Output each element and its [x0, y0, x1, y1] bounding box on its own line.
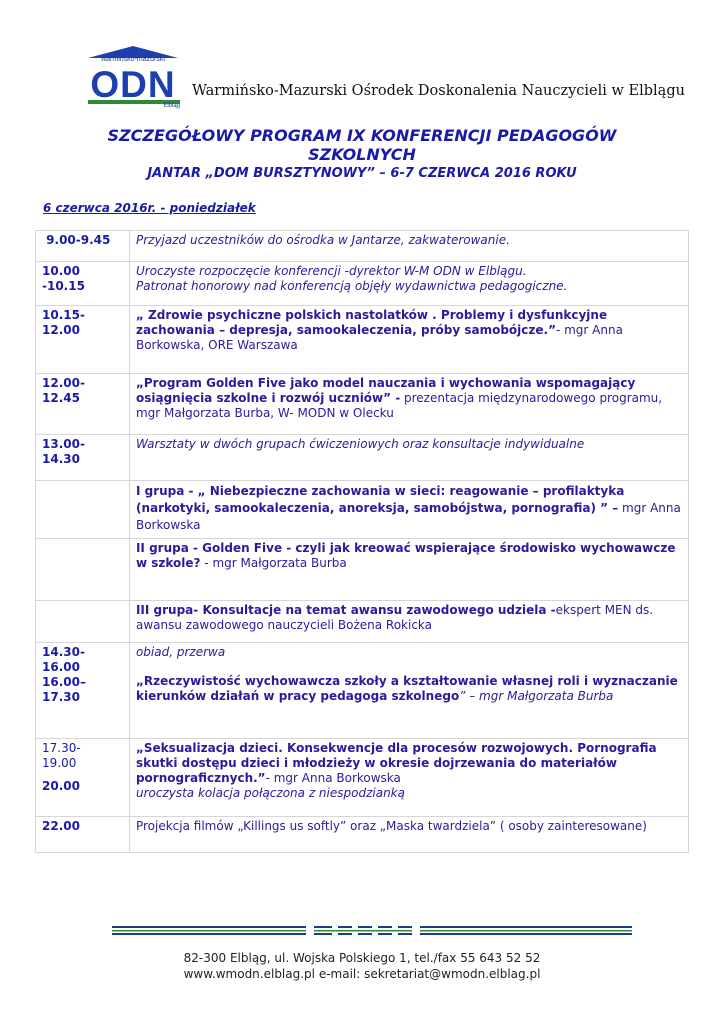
- session-speaker: - mgr Anna Borkowska, ORE Warszawa: [135, 323, 623, 352]
- time-end: 14.30: [42, 452, 80, 466]
- footer-address: 82-300 Elbląg, ul. Wojska Polskiego 1, tel./fax 55 643 52 52: [183, 951, 541, 965]
- session-speaker: ” – mgr Małgorzata Burba: [459, 689, 614, 703]
- dinner-time: 20.00: [42, 779, 80, 793]
- table-row: [36, 817, 689, 853]
- session-title: „ Zdrowie psychiczne polskich nastolatków . Problemy i dysfunkcyjne zachowania – depresja, samookaleczenia, próby samobójcze.”: [135, 308, 608, 337]
- time-start: 16.00–: [42, 675, 86, 689]
- table-row: [36, 374, 689, 435]
- group-speaker: mgr Anna Borkowska: [135, 501, 681, 532]
- footer-lines-icon: [112, 925, 632, 937]
- session-speaker: prezentacja międzynarodowego programu, mgr Małgorzata Burba, W- MODN w Olecku: [135, 391, 663, 420]
- table-row: [36, 739, 689, 817]
- row-time: [36, 539, 130, 601]
- table-row: [36, 262, 689, 306]
- table-row: [36, 601, 689, 643]
- session-speaker: - mgr Anna Borkowska: [265, 771, 401, 785]
- logo-city-text: Elbląg: [163, 103, 180, 109]
- row-time: 22.00: [36, 817, 130, 853]
- row-time: [36, 262, 130, 306]
- row-description: [129, 539, 688, 601]
- table-row: [36, 231, 689, 262]
- time-end: -10.15: [42, 279, 85, 293]
- row-description: [129, 643, 688, 739]
- row-time: [36, 481, 130, 539]
- row-description: [129, 374, 688, 435]
- organization-name: Warmińsko-Mazurski Ośrodek Doskonalenia Nauczycieli w Elblągu: [192, 83, 685, 99]
- row-description: [129, 262, 688, 306]
- row-time: [36, 601, 130, 643]
- group-speaker: ekspert MEN ds. awansu zawodowego nauczycieli Bożena Rokicka: [135, 603, 654, 632]
- day-heading: 6 czerwca 2016r. - poniedziałek: [43, 201, 256, 215]
- session-title: „Rzeczywistość wychowawcza szkoły a kształtowanie własnej roli i wyznaczanie kierunków działań w pracy pedagoga szkolnego: [135, 674, 678, 703]
- group-title: I grupa - „ Niebezpieczne zachowania w sieci: reagowanie – profilaktyka (narkotyki, samookaleczenia, anoreksja, samobójstwa, pornografia) ” –: [135, 484, 625, 515]
- table-row: [36, 481, 689, 539]
- table-row: [36, 435, 689, 481]
- dinner-label: uroczysta kolacja połączona z niespodzianką: [135, 786, 405, 800]
- time-start: 17.30-: [42, 741, 81, 755]
- row-description: [129, 601, 688, 643]
- session-title: „Seksualizacja dzieci. Konsekwencje dla procesów rozwojowych. Pornografia skutki dostępu dzieci i młodzieży w okresie dojrzewania do materiałów pornograficznych.”: [135, 741, 657, 785]
- table-row: [36, 306, 689, 374]
- session-title: „Program Golden Five jako model nauczania i wychowania wspomagający osiągnięcia szkolne i rozwój uczniów” -: [135, 376, 636, 405]
- footer-contact: www.wmodn.elblag.pl e-mail: sekretariat@wmodn.elblag.pl: [183, 967, 541, 981]
- desc-line: Patronat honorowy nad konferencją objęły wydawnictwa pedagogiczne.: [135, 279, 568, 293]
- time-end: 17.30: [42, 690, 80, 704]
- logo-odn-text: ODN: [90, 64, 176, 105]
- group-title: II grupa - Golden Five - czyli jak kreować wspierające środowisko wychowawcze: [135, 541, 676, 555]
- row-time: 9.00-9.45: [36, 231, 130, 262]
- time-end: 12.45: [42, 391, 80, 405]
- time-start: 14.30-: [42, 645, 85, 659]
- row-time: [36, 306, 130, 374]
- footer-divider: [112, 922, 632, 934]
- group-speaker: - mgr Małgorzata Burba: [200, 556, 347, 570]
- row-time: [36, 374, 130, 435]
- group-title-cont: w szkole?: [135, 556, 201, 570]
- row-description: [129, 481, 688, 539]
- time-start: 13.00-: [42, 437, 85, 451]
- row-time: [36, 739, 130, 817]
- time-start: 10.15-: [42, 308, 85, 322]
- schedule-table: [35, 230, 689, 853]
- row-description: [129, 306, 688, 374]
- logo-region-text: warmińsko-mazurski: [101, 56, 165, 63]
- desc-line: Uroczyste rozpoczęcie konferencji -dyrektor W-M ODN w Elblągu.: [135, 264, 527, 278]
- title-line-2: SZKOLNYCH: [308, 145, 416, 164]
- row-description: Przyjazd uczestników do ośrodka w Jantarze, zakwaterowanie.: [129, 231, 688, 262]
- time-end: 19.00: [42, 756, 77, 770]
- title-line-1: SZCZEGÓŁOWY PROGRAM IX KONFERENCJI PEDAGOGÓW: [107, 126, 617, 145]
- odn-logo: [86, 44, 186, 108]
- time-start: 12.00-: [42, 376, 85, 390]
- document-subtitle: JANTAR „DOM BURSZTYNOWY” – 6-7 CZERWCA 2016 ROKU: [147, 166, 577, 181]
- row-description: [129, 739, 688, 817]
- time-start: 10.00: [42, 264, 80, 278]
- row-time: [36, 643, 130, 739]
- group-title: III grupa- Konsultacje na temat awansu zawodowego udziela -: [135, 603, 556, 617]
- row-description: Warsztaty w dwóch grupach ćwiczeniowych oraz konsultacje indywidualne: [129, 435, 688, 481]
- table-row: [36, 539, 689, 601]
- row-description: Projekcja filmów „Killings us softly” oraz „Maska twardziela” ( osoby zainteresowane): [129, 817, 688, 853]
- document-title: [40, 126, 684, 164]
- break-label: obiad, przerwa: [135, 645, 226, 659]
- time-end: 16.00: [42, 660, 80, 674]
- table-row: [36, 643, 689, 739]
- time-end: 12.00: [42, 323, 80, 337]
- row-time: [36, 435, 130, 481]
